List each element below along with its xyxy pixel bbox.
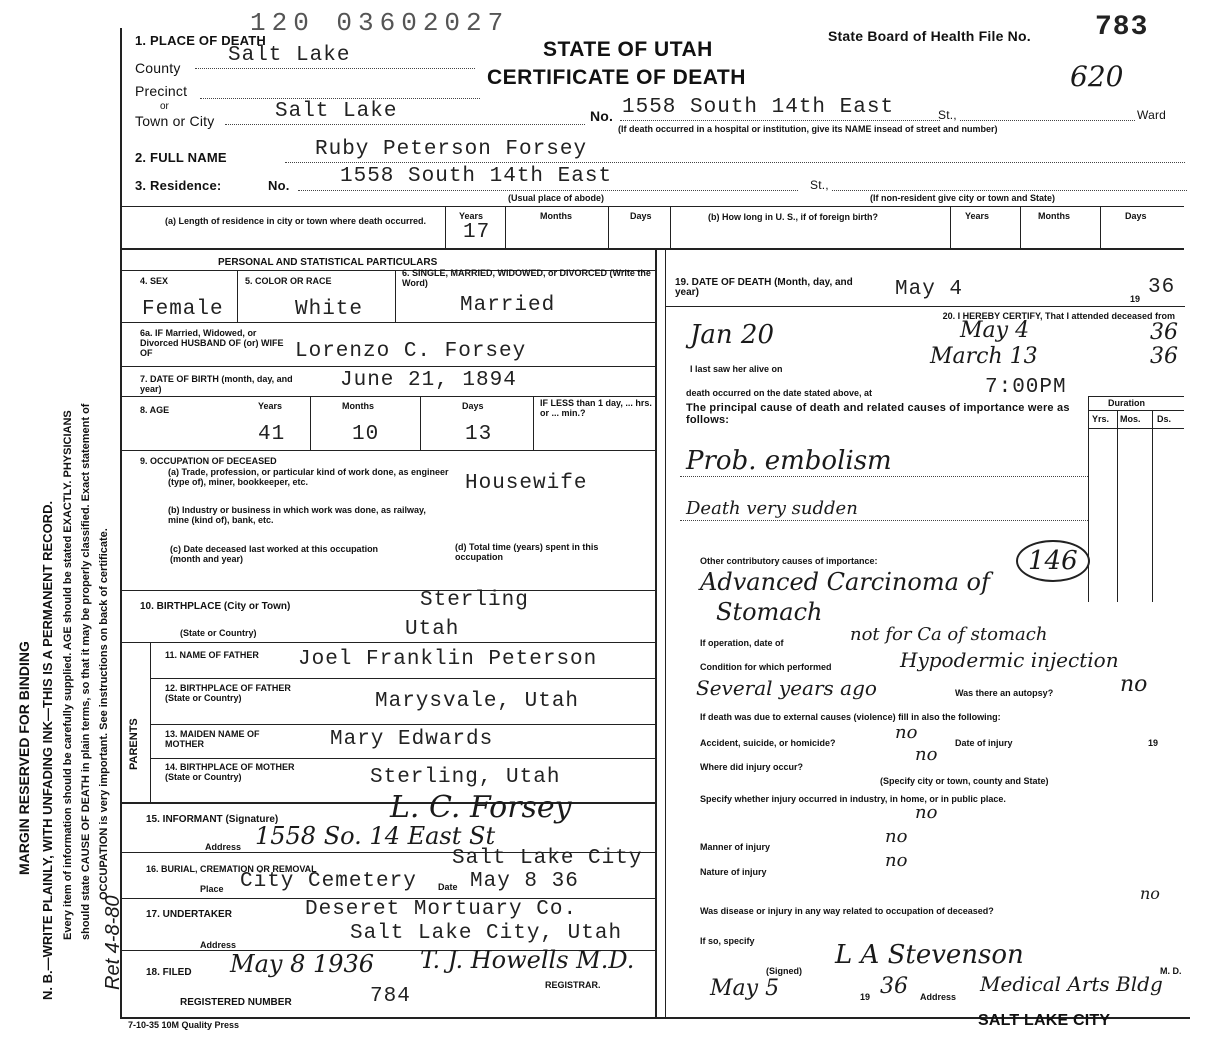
- county-value: Salt Lake: [228, 44, 351, 67]
- spouse-value: Lorenzo C. Forsey: [295, 340, 527, 363]
- where-label: Where did injury occur?: [700, 762, 804, 772]
- mother-bp-label: 14. BIRTHPLACE OF MOTHER (State or Country): [165, 762, 295, 782]
- personal-header: PERSONAL AND STATISTICAL PARTICULARS: [218, 257, 438, 268]
- cause-line2: [680, 520, 1088, 521]
- nature-label: Nature of injury: [700, 867, 767, 877]
- ward-label: Ward: [1137, 108, 1167, 122]
- dod-rule: [665, 306, 1185, 307]
- row14-rule: [120, 802, 655, 804]
- row13-rule: [150, 758, 655, 759]
- registrar-signature: T. J. Howells M.D.: [420, 946, 635, 974]
- manner-value: no: [885, 826, 908, 847]
- spouse-label: 6a. IF Married, Widowed, or Divorced HUSBAND OF (or) WIFE OF: [140, 328, 284, 358]
- margin-scribble: Ret 4-8-80: [102, 895, 124, 990]
- town-line: [225, 124, 585, 125]
- filed-label: 18. FILED: [146, 967, 192, 978]
- row12-rule: [150, 724, 655, 725]
- duration-mos: Mos.: [1120, 414, 1141, 424]
- age-days: 13: [465, 423, 493, 446]
- duration-sub: [1088, 410, 1184, 411]
- specify-value: no: [915, 802, 938, 823]
- residence-value: 1558 South 14th East: [340, 165, 613, 188]
- color-label: 5. COLOR OR RACE: [245, 276, 332, 286]
- state-title: STATE OF UTAH: [543, 38, 713, 61]
- condition-value: Hypodermic injection: [900, 648, 1119, 672]
- where-value: no: [915, 744, 938, 765]
- operation-value: not for Ca of stomach: [850, 624, 1048, 645]
- burial-city: Salt Lake City: [452, 847, 643, 870]
- row7-rule: [120, 396, 655, 397]
- row8-rule: [120, 450, 655, 451]
- nonresident-note: (If non-resident give city or town and State): [870, 193, 1056, 203]
- duration-yrs: Yrs.: [1092, 414, 1110, 424]
- age-col1: [310, 396, 311, 450]
- signed-year: 36: [880, 974, 908, 999]
- father-value: Joel Franklin Peterson: [298, 648, 598, 671]
- external-label: If death was due to external causes (violence) fill in also the following:: [700, 712, 1001, 722]
- residence-line: [298, 190, 798, 191]
- duration-ds: Ds.: [1157, 414, 1172, 424]
- mother-value: Mary Edwards: [330, 728, 494, 751]
- dod-year-prefix: 19: [1130, 294, 1141, 304]
- informant-signature: L. C. Forsey: [390, 790, 572, 825]
- md-label: M. D.: [1160, 966, 1182, 976]
- no-label: No.: [590, 108, 614, 124]
- res-col5: [950, 206, 951, 248]
- dob-value: June 21, 1894: [340, 369, 517, 392]
- place-address: 1558 South 14th East: [622, 96, 895, 119]
- res-days-label: Days: [630, 211, 652, 221]
- occ-b-label: (b) Industry or business in which work was done, as railway, mine (kind of), bank, etc.: [168, 505, 426, 525]
- undertaker-address: Salt Lake City, Utah: [350, 922, 623, 945]
- cause-1: Prob. embolism: [686, 446, 892, 476]
- duration-head-rule: [1088, 428, 1184, 429]
- last-saw-year: 36: [1150, 344, 1178, 369]
- occupation-value: Housewife: [465, 472, 588, 495]
- injury-date-label: Date of injury: [955, 738, 1013, 748]
- nature-value: no: [885, 850, 908, 871]
- row6a-rule: [120, 366, 655, 367]
- contrib-label: Other contributory causes of importance:: [700, 556, 878, 566]
- res-b-days: Days: [1125, 211, 1147, 221]
- signed-label: (Signed): [766, 966, 802, 976]
- row11-rule: [150, 678, 655, 679]
- residence-bottom-rule: [120, 248, 1184, 250]
- signed-address: Medical Arts Bldg: [980, 972, 1163, 996]
- certify-label: 20. I HEREBY CERTIFY, That I attended deceased from: [942, 311, 1175, 321]
- dob-label: 7. DATE OF BIRTH (month, day, and year): [140, 374, 293, 394]
- undertaker-label: 17. UNDERTAKER: [146, 909, 232, 920]
- residence-b-label: (b) How long in U. S., if of foreign birth?: [708, 212, 878, 222]
- certificate-title: CERTIFICATE OF DEATH: [487, 66, 746, 89]
- operation-label: If operation, date of: [700, 638, 784, 648]
- informant-address-label: Address: [205, 842, 242, 852]
- manner-label: Manner of injury: [700, 842, 771, 852]
- birthplace-state-label: (State or Country): [180, 628, 257, 638]
- physician-signature: L A Stevenson: [835, 940, 1024, 970]
- res-b-months: Months: [1038, 211, 1070, 221]
- signed-address-label: Address: [920, 992, 957, 1002]
- sex-label: 4. SEX: [140, 276, 169, 286]
- undertaker-value: Deseret Mortuary Co.: [305, 898, 578, 921]
- res-years-label: Years: [459, 211, 484, 221]
- registrar-label: REGISTRAR.: [545, 980, 601, 990]
- age-years: 41: [258, 423, 286, 446]
- burial-place-label: Place: [200, 884, 224, 894]
- res-years-value: 17: [463, 221, 491, 244]
- age-days-label: Days: [462, 401, 484, 411]
- filed-value: May 8 1936: [230, 950, 375, 978]
- duration-col2: [1152, 410, 1153, 602]
- last-saw-value: March 13: [930, 344, 1038, 369]
- signed-year-prefix: 19: [860, 992, 871, 1002]
- burial-place: City Cemetery: [240, 870, 417, 893]
- related-label: Was disease or injury in any way related to occupation of deceased?: [700, 906, 994, 916]
- where-note: (Specify city or town, county and State): [880, 776, 1049, 786]
- contrib-2: Stomach: [716, 598, 823, 626]
- autopsy-value: no: [1120, 672, 1148, 697]
- injury-year: 19: [1148, 738, 1159, 748]
- occ-a-label: (a) Trade, profession, or particular kind of work done, as engineer (type of), miner, bookkeeper, etc.: [168, 467, 449, 487]
- or-label: or: [160, 101, 169, 112]
- attended-year: 36: [1150, 320, 1178, 345]
- board-label: State Board of Health File No.: [828, 28, 1031, 44]
- residence-label: 3. Residence:: [135, 178, 222, 193]
- usual-abode: (Usual place of abode): [508, 193, 605, 203]
- occurred-label: death occurred on the date stated above, at: [686, 388, 873, 398]
- birthplace-label: 10. BIRTHPLACE (City or Town): [140, 601, 291, 612]
- res-col6: [1020, 206, 1021, 248]
- place-label: 1. PLACE OF DEATH: [135, 33, 267, 48]
- burial-date-label: Date: [438, 882, 458, 892]
- duration-top: [1088, 396, 1184, 397]
- margin-occupation: OCCUPATION is very important. See instructions on back of certificate.: [98, 528, 110, 900]
- age-months: 10: [352, 423, 380, 446]
- cause-line1: [680, 476, 1088, 477]
- sex-value: Female: [142, 298, 224, 321]
- residence-st-label: St.,: [810, 178, 829, 192]
- residence-line2: [832, 190, 1187, 191]
- marital-value: Married: [460, 294, 556, 317]
- city-stamp: SALT LAKE CITY: [978, 1012, 1111, 1029]
- father-label: 11. NAME OF FATHER: [165, 650, 259, 660]
- dod-year: 36: [1148, 276, 1176, 299]
- condition-value2: Several years ago: [696, 676, 877, 700]
- color-value: White: [295, 298, 364, 321]
- ifso-label: If so, specify: [700, 936, 755, 946]
- res-col2: [505, 206, 506, 248]
- place-note: (If death occurred in a hospital or institution, give its NAME insead of street and number): [618, 124, 998, 134]
- address-line: [620, 120, 940, 121]
- dod-label: 19. DATE OF DEATH (Month, day, and year): [675, 277, 853, 298]
- duration-col1: [1117, 410, 1118, 602]
- residence-no-label: No.: [268, 178, 290, 193]
- attended-from: Jan 20: [690, 320, 775, 350]
- res-col3: [608, 206, 609, 248]
- note-620: 620: [1070, 60, 1124, 93]
- left-panel-right: [655, 248, 657, 1018]
- right-panel-left: [665, 248, 666, 1018]
- res-col1: [445, 206, 446, 248]
- informant-address: 1558 So. 14 East St: [255, 822, 496, 850]
- residence-a-label: (a) Length of residence in city or town where death occurred.: [165, 216, 427, 226]
- town-label: Town or City: [135, 113, 215, 129]
- color-col: [395, 270, 396, 322]
- attended-to: May 4: [960, 318, 1030, 343]
- row9-rule: [120, 590, 655, 591]
- left-edge: [120, 28, 122, 1018]
- less-than-label: IF LESS than 1 day, ... hrs. or ... min.?: [540, 398, 652, 418]
- margin-cause: should state CAUSE OF DEATH in plain terms, so that it may be properly classified. Exact statement of: [80, 403, 92, 940]
- contrib-1: Advanced Carcinoma of: [700, 568, 990, 596]
- dod-value: May 4: [895, 278, 964, 301]
- mother-bp-value: Sterling, Utah: [370, 766, 561, 789]
- row10-rule: [120, 642, 655, 643]
- board-number: 783: [1095, 12, 1149, 43]
- full-name: Ruby Peterson Forsey: [315, 138, 588, 161]
- res-col4: [670, 206, 671, 248]
- occ-label: 9. OCCUPATION OF DECEASED: [140, 456, 277, 466]
- time-of-death: 7:00PM: [985, 376, 1067, 399]
- birthplace-state: Utah: [405, 618, 460, 641]
- precinct-label: Precinct: [135, 83, 188, 99]
- informant-label: 15. INFORMANT (Signature): [146, 814, 279, 825]
- duration-left: [1088, 396, 1089, 602]
- margin-info: Every item of information should be carefully supplied. AGE should be stated EXACTLY. PHYSICIANS: [62, 410, 74, 940]
- res-b-years: Years: [965, 211, 990, 221]
- age-months-label: Months: [342, 401, 374, 411]
- res-months-label: Months: [540, 211, 572, 221]
- name-label: 2. FULL NAME: [135, 150, 227, 165]
- accident-label: Accident, suicide, or homicide?: [700, 738, 836, 748]
- town-value: Salt Lake: [275, 100, 398, 123]
- birthplace-city: Sterling: [420, 589, 529, 612]
- related-value: no: [1140, 884, 1160, 903]
- parents-col: [150, 642, 151, 802]
- burial-date: May 8 36: [470, 870, 579, 893]
- undertaker-address-label: Address: [200, 940, 237, 950]
- row4-rule: [120, 322, 655, 323]
- age-years-label: Years: [258, 401, 283, 411]
- age-col3: [533, 396, 534, 450]
- sex-col: [237, 270, 238, 322]
- mother-label: 13. MAIDEN NAME OF MOTHER: [165, 729, 260, 749]
- residence-top-rule: [120, 206, 1184, 207]
- circled-code: 146: [1016, 540, 1090, 582]
- age-label: 8. AGE: [140, 405, 170, 415]
- regnum-value: 784: [370, 985, 411, 1008]
- father-bp-value: Marysvale, Utah: [375, 690, 580, 713]
- burial-label: 16. BURIAL, CREMATION OR REMOVAL: [146, 864, 317, 874]
- marital-label: 6. SINGLE, MARRIED, WIDOWED, or DIVORCED (Write the Word): [402, 268, 651, 288]
- res-col7: [1100, 206, 1101, 248]
- age-col2: [420, 396, 421, 450]
- signed-date: May 5: [710, 976, 780, 1001]
- duration-label: Duration: [1108, 398, 1145, 408]
- margin-binding: MARGIN RESERVED FOR BINDING: [16, 641, 32, 875]
- ward-line: [960, 120, 1135, 121]
- occ-c-label: (c) Date deceased last worked at this occupation (month and year): [170, 544, 379, 564]
- st-label: St.,: [938, 108, 957, 122]
- cause-2: Death very sudden: [686, 498, 858, 519]
- occ-d-label: (d) Total time (years) spent in this occupation: [455, 542, 599, 562]
- county-line: [195, 68, 475, 69]
- condition-label: Condition for which performed: [700, 662, 832, 672]
- autopsy-label: Was there an autopsy?: [955, 688, 1054, 698]
- specify-label: Specify whether injury occurred in industry, in home, or in public place.: [700, 794, 1006, 804]
- regnum-label: REGISTERED NUMBER: [180, 997, 292, 1008]
- serial-number: 120 03602027: [250, 8, 510, 38]
- county-label: County: [135, 60, 181, 76]
- margin-permanent: N. B.—WRITE PLAINLY, WITH UNFADING INK—THIS IS A PERMANENT RECORD.: [40, 500, 55, 1000]
- precinct-line: [200, 98, 480, 99]
- father-bp-label: 12. BIRTHPLACE OF FATHER (State or Country): [165, 683, 291, 703]
- name-line: [285, 162, 1185, 163]
- footer-press: 7-10-35 10M Quality Press: [128, 1020, 240, 1030]
- last-saw-label: I last saw her alive on: [690, 364, 783, 374]
- parents-label: PARENTS: [128, 718, 140, 770]
- cause-label: The principal cause of death and related causes of importance were as follows:: [686, 402, 1070, 426]
- accident-value: no: [895, 722, 918, 743]
